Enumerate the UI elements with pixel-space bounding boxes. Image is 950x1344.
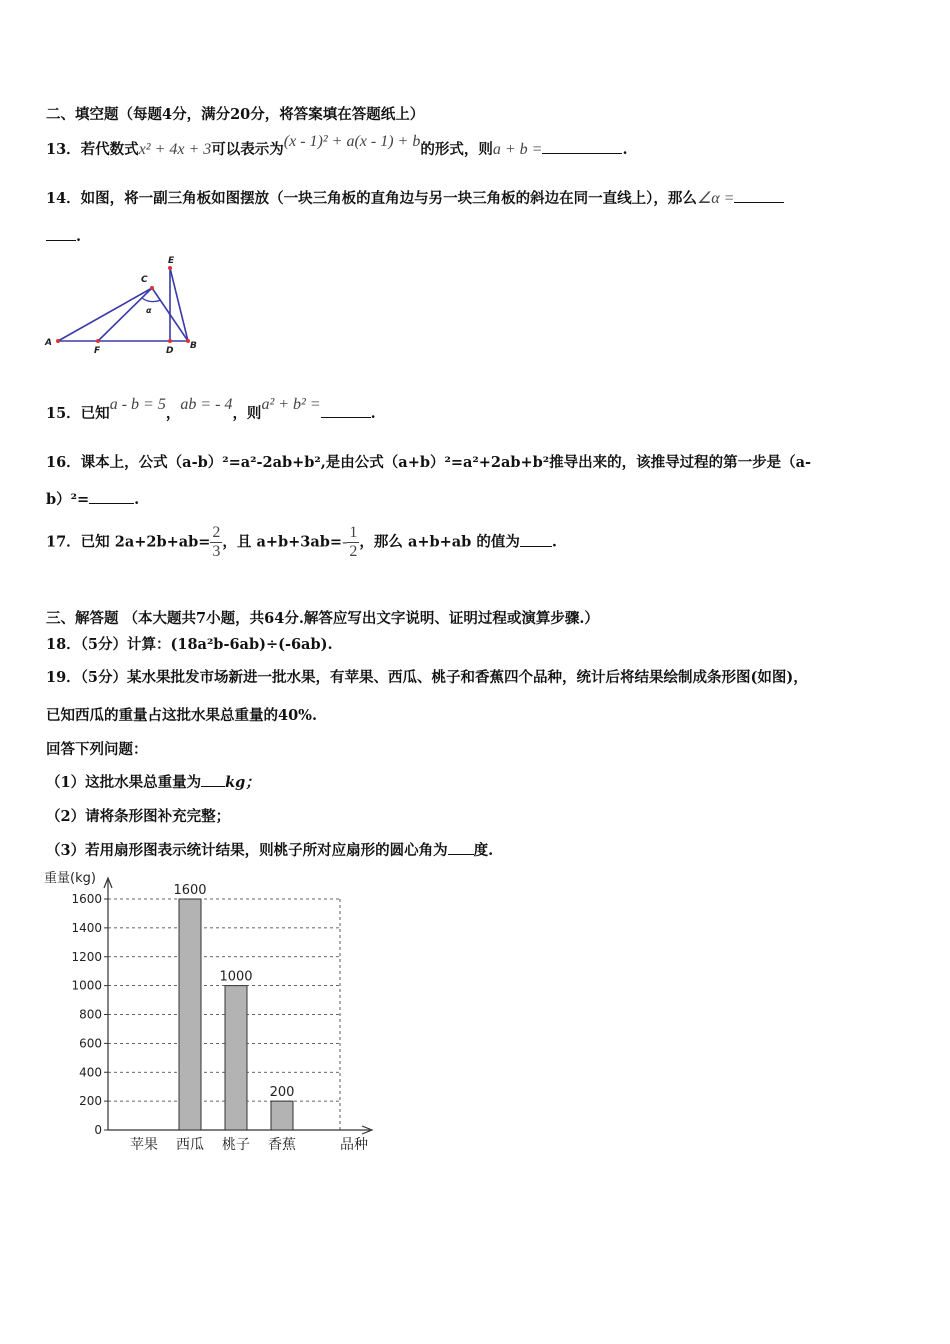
q17-fraction-2: $\frac{1}{2}$: [349, 524, 358, 560]
question-16-line-1: 16．课本上，公式（a-b）²=a²-2ab+b²,是由公式（a+b）²=a²+2ab+b²推导出来的，该推导过程的第一步是（a-: [46, 454, 812, 471]
q13-mid: 可以表示为: [211, 141, 284, 158]
bar-chart: [40, 866, 390, 1161]
q15-expr-2: ab = - 4: [180, 396, 233, 413]
q16-end: .: [134, 491, 140, 508]
x-axis-label: 品种: [340, 1137, 368, 1153]
q15-then: ，则: [232, 405, 262, 422]
q17-after: ，那么 a+b+ab 的值为: [359, 533, 520, 551]
q17-end: .: [551, 533, 557, 551]
y-tick-label: 1400: [71, 920, 102, 935]
bar-value-label: 1600: [173, 883, 207, 898]
q15-expr-1: a - b = 5: [109, 396, 166, 413]
y-axis-label: 重量(kg): [44, 871, 96, 886]
q13-answer-blank[interactable]: [542, 139, 622, 154]
q17-prefix: 17．已知 2a+2b+ab=: [46, 533, 211, 551]
y-tick-label: 1200: [71, 949, 102, 964]
y-tick-label: 400: [79, 1065, 102, 1080]
point-e: [168, 266, 172, 270]
label-c: C: [141, 275, 148, 285]
category-label: 西瓜: [176, 1137, 204, 1153]
q14-end: .: [76, 228, 82, 245]
q14-answer-blank-1[interactable]: [734, 188, 784, 203]
q15-prefix: 15．已知: [46, 405, 110, 422]
bar: [225, 986, 247, 1130]
bar-value-label: 1000: [219, 969, 253, 985]
q15-expr-3: a² + b² =: [261, 396, 321, 413]
y-tick-label: 1000: [71, 978, 102, 993]
y-tick-label: 800: [79, 1007, 102, 1022]
label-alpha: α: [146, 306, 152, 315]
question-14: [46, 187, 784, 208]
line-eb: [170, 268, 188, 341]
q16-prefix: b）²=: [46, 491, 90, 508]
q15-answer-blank[interactable]: [321, 403, 371, 418]
q14-expr: ∠α =: [696, 190, 735, 207]
label-e: E: [168, 256, 175, 266]
bar-value-label: 200: [269, 1085, 295, 1101]
q13-end: .: [622, 141, 628, 158]
question-15: [46, 396, 376, 423]
q14-text: 14．如图，将一副三角板如图摆放（一块三角板的直角边与另一块三角板的斜边在同一直线上），那么: [46, 190, 697, 207]
q13-expr-2: (x - 1)² + a(x - 1) + b: [283, 133, 421, 150]
q17-mid: ，且 a+b+3ab=: [222, 533, 343, 551]
label-d: D: [166, 346, 174, 356]
q15-sep: ，: [165, 405, 181, 422]
q19-part-3-end: 度.: [473, 842, 494, 859]
q13-expr-3: a + b =: [492, 141, 543, 158]
y-tick-label: 600: [79, 1036, 102, 1051]
question-18: 18．（5分）计算：(18a²b-6ab)÷(-6ab).: [46, 636, 333, 653]
q17-fraction-1: $\frac{2}{3}$: [212, 524, 221, 560]
section-3-title: 三、解答题 （本大题共7小题，共64分.解答应写出文字说明、证明过程或演算步骤.）: [46, 610, 599, 627]
question-19-part-1: [46, 771, 260, 792]
angle-arc: [142, 298, 161, 302]
q19-part-3-text: （3）若用扇形图表示统计结果，则桃子所对应扇形的圆心角为: [46, 842, 448, 859]
q15-end: .: [370, 405, 376, 422]
point-c: [150, 286, 154, 290]
question-19-line-1: 19．（5分）某水果批发市场新进一批水果，有苹果、西瓜、桃子和香蕉四个品种，统计后将结果绘制成条形图(如图)，: [46, 669, 808, 686]
question-19-prompt: 回答下列问题：: [46, 741, 148, 758]
point-a: [56, 339, 60, 343]
label-f: F: [94, 346, 101, 356]
category-label: 香蕉: [268, 1137, 296, 1153]
question-19-part-2: （2）请将条形图补充完整；: [46, 808, 231, 825]
q19-part-1-text: （1）这批水果总重量为: [46, 774, 202, 791]
bar: [271, 1101, 293, 1130]
q17-answer-blank[interactable]: [520, 532, 552, 547]
y-tick-label: 200: [79, 1094, 102, 1109]
q17-neg: -: [342, 533, 348, 551]
point-d: [168, 339, 172, 343]
question-13: [46, 133, 628, 159]
q14-answer-blank-2[interactable]: [46, 226, 76, 241]
bar: [179, 899, 201, 1130]
q19-part-1-blank[interactable]: [201, 772, 225, 787]
q13-after: 的形式，则: [420, 141, 493, 158]
triangle-figure: [40, 252, 210, 357]
point-f: [96, 339, 100, 343]
question-19-line-2: 已知西瓜的重量占这批水果总重量的40%.: [46, 707, 318, 724]
y-tick-label: 1600: [71, 892, 102, 906]
label-b: B: [190, 341, 197, 351]
q16-answer-blank[interactable]: [89, 489, 134, 504]
section-2-title: 二、填空题（每题4分，满分20分，将答案填在答题纸上）: [46, 106, 425, 123]
label-a: A: [45, 338, 52, 348]
q19-part-3-blank[interactable]: [448, 840, 474, 855]
question-17: [46, 524, 557, 561]
category-label: 桃子: [222, 1137, 250, 1153]
q13-prefix: 13．若代数式: [46, 141, 139, 158]
q13-expr-1: x² + 4x + 3: [138, 141, 212, 158]
q19-part-1-unit: kg；: [225, 774, 260, 791]
category-label: 苹果: [130, 1137, 158, 1153]
y-tick-label: 0: [94, 1123, 102, 1137]
q14-continuation: [46, 226, 81, 245]
question-16-line-2: [46, 488, 139, 509]
question-19-part-3: [46, 839, 493, 860]
